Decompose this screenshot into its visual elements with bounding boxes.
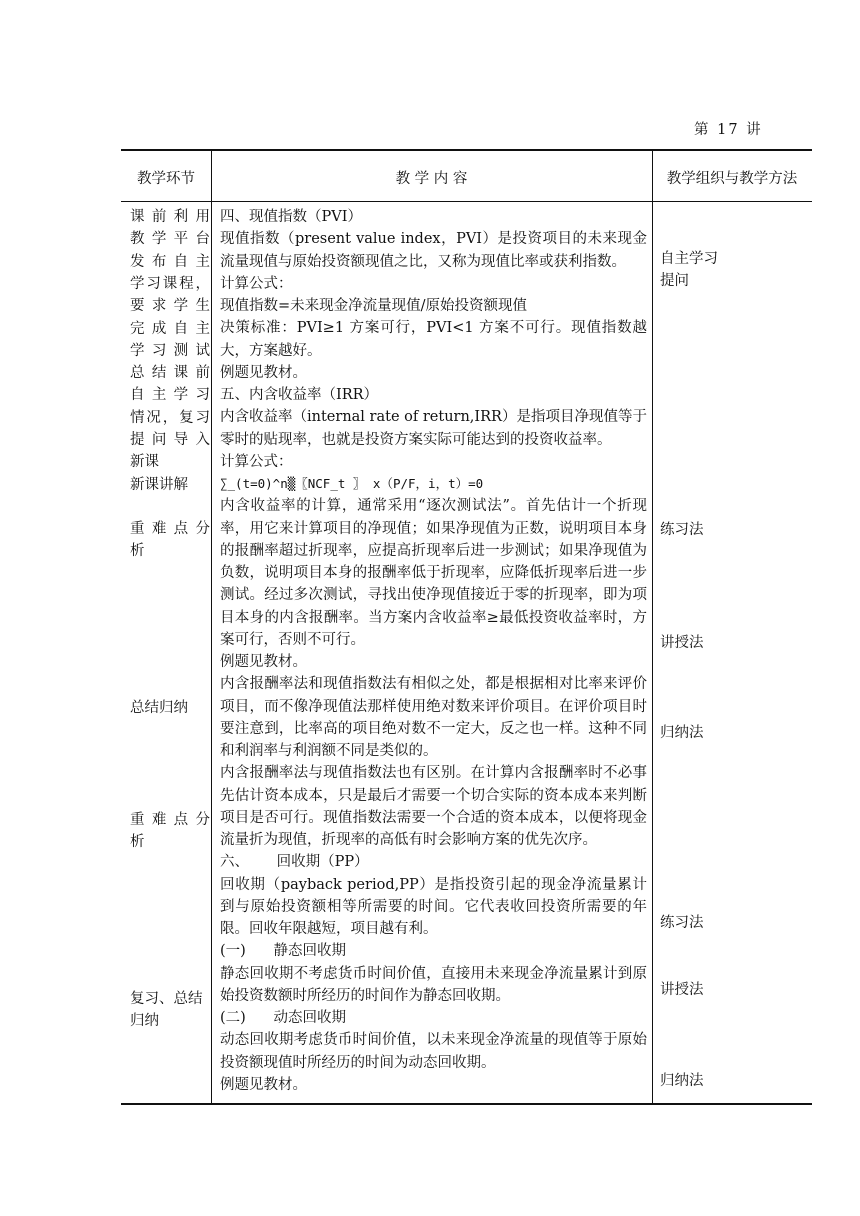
method-label: 归纳法 <box>660 725 704 741</box>
stage-line: 课前利用 <box>130 209 210 225</box>
content-paragraph: 五、内含收益率（IRR） <box>220 387 379 403</box>
stage-line: 析 <box>130 834 145 850</box>
stage-line: 总结归纳 <box>130 700 188 716</box>
irr-formula: ∑_(t=0)^n▒〖NCF_t 〗 x（P/F，i，t）=0 <box>220 476 484 491</box>
stage-line: 重难点分 <box>130 812 210 828</box>
column-divider <box>211 151 212 1103</box>
content-paragraph: 计算公式： <box>220 453 293 470</box>
method-label: 归纳法 <box>660 1073 704 1089</box>
content-paragraph: 内含报酬率法与现值指数法也有区别。在计算内含报酬率时不必事先估计资本成本，只是最后才需要一个切合实际的资本成本来判断项目是否可行。现值指数法需要一个合适的资本成本，以便将现金流量折为现值，折现率的高低有时会影响方案的优先次序。 <box>220 765 647 848</box>
method-label: 讲授法 <box>660 982 704 998</box>
content-paragraph: 例题见教材。 <box>220 1076 307 1093</box>
method-label: 讲授法 <box>660 635 704 651</box>
stage-line: 新课讲解 <box>130 476 188 493</box>
stage-line: 自主学习 <box>130 387 210 404</box>
content-paragraph: 回收期（payback period,PP）是指投资引起的现金净流量累计到与原始投资额相等所需要的时间。它代表收回投资所需要的年限。回收年限越短，项目越有利。 <box>220 876 647 937</box>
lesson-plan-table <box>121 149 812 1105</box>
stage-line: 完成自主 <box>130 320 210 337</box>
content-paragraph: 六、 回收期（PP） <box>220 854 369 871</box>
stage-line: 新课 <box>130 454 159 471</box>
stage-line: 总结课前 <box>130 365 210 382</box>
stage-line: 归纳 <box>130 1013 159 1029</box>
column-divider <box>652 151 653 1103</box>
stage-line: 提问导入 <box>130 432 210 448</box>
content-paragraph: 内含报酬率法和现值指数法有相似之处，都是根据相对比率来评价项目，而不像净现值法那样使用绝对数来评价项目。在评价项目时要注意到，比率高的项目绝对数不一定大，反之也一样。这种不同和利润率与利润额不同是类似的。 <box>220 676 647 759</box>
stage-line: 情况，复习 <box>130 409 210 426</box>
teaching-content-column <box>220 206 647 1096</box>
method-label: 自主学习 <box>660 251 718 267</box>
stage-line: 要求学生 <box>130 298 210 315</box>
content-paragraph: 例题见教材。 <box>220 364 307 381</box>
stage-line: 重难点分 <box>130 521 210 537</box>
stage-line: 析 <box>130 543 145 559</box>
stage-line: 发布自主 <box>130 253 210 270</box>
stage-line: 学习课程， <box>130 275 210 292</box>
content-paragraph: 动态回收期考虑货币时间价值，以未来现金净流量的现值等于原始投资额现值时所经历的时间为动态回收期。 <box>220 1032 647 1071</box>
content-paragraph: 内含收益率的计算，通常采用“逐次测试法”。首先估计一个折现率，用它来计算项目的净现值；如果净现值为正数，说明项目本身的报酬率超过折现率，应提高折现率后进一步测试；如果净现值为负数，说明项目本身的报酬率低于折现率，应降低折现率后进一步测试。经过多次测试，寻找出使净现值接近于零的折现率，即为项目本身的内含报酬率。当方案内含收益率≥最低投资收益率时，方案可行，否则不可行。 <box>220 498 647 648</box>
content-paragraph: 计算公式： <box>220 275 293 292</box>
content-paragraph: 静态回收期不考虑货币时间价值，直接用未来现金净流量累计到原始投资数额时所经历的时间作为静态回收期。 <box>220 965 647 1004</box>
content-paragraph: 现值指数=未来现金净流量现值/原始投资额现值 <box>220 298 528 314</box>
lecture-number: 第 17 讲 <box>694 122 763 138</box>
content-paragraph: 内含收益率（internal rate of return,IRR）是指项目净现值等于零时的贴现率，也就是投资方案实际可能达到的投资收益率。 <box>220 409 647 448</box>
method-label: 提问 <box>660 273 689 289</box>
method-label: 练习法 <box>660 522 704 538</box>
header-teaching-method: 教学组织与教学方法 <box>666 171 798 187</box>
header-teaching-stage: 教学环节 <box>137 171 195 187</box>
stage-line: 复习、总结 <box>130 991 203 1007</box>
content-paragraph: 四、现值指数（PVI） <box>220 209 362 225</box>
method-label: 练习法 <box>660 915 704 931</box>
content-paragraph: 决策标准：PVI≥1 方案可行，PVI<1 方案不可行。现值指数越大，方案越好。 <box>220 320 647 359</box>
stage-line: 学习测试 <box>130 342 210 359</box>
header-teaching-content: 教 学 内 容 <box>395 171 468 187</box>
stage-line: 教学平台 <box>130 231 210 248</box>
content-paragraph: (二) 动态回收期 <box>220 1010 346 1026</box>
content-paragraph: 例题见教材。 <box>220 654 307 670</box>
table-header-row <box>121 151 812 202</box>
content-paragraph: 现值指数（present value index，PVI）是投资项目的未来现金流量现值与原始投资额现值之比，又称为现值比率或获利指数。 <box>220 231 647 270</box>
content-paragraph: (一) 静态回收期 <box>220 943 346 960</box>
